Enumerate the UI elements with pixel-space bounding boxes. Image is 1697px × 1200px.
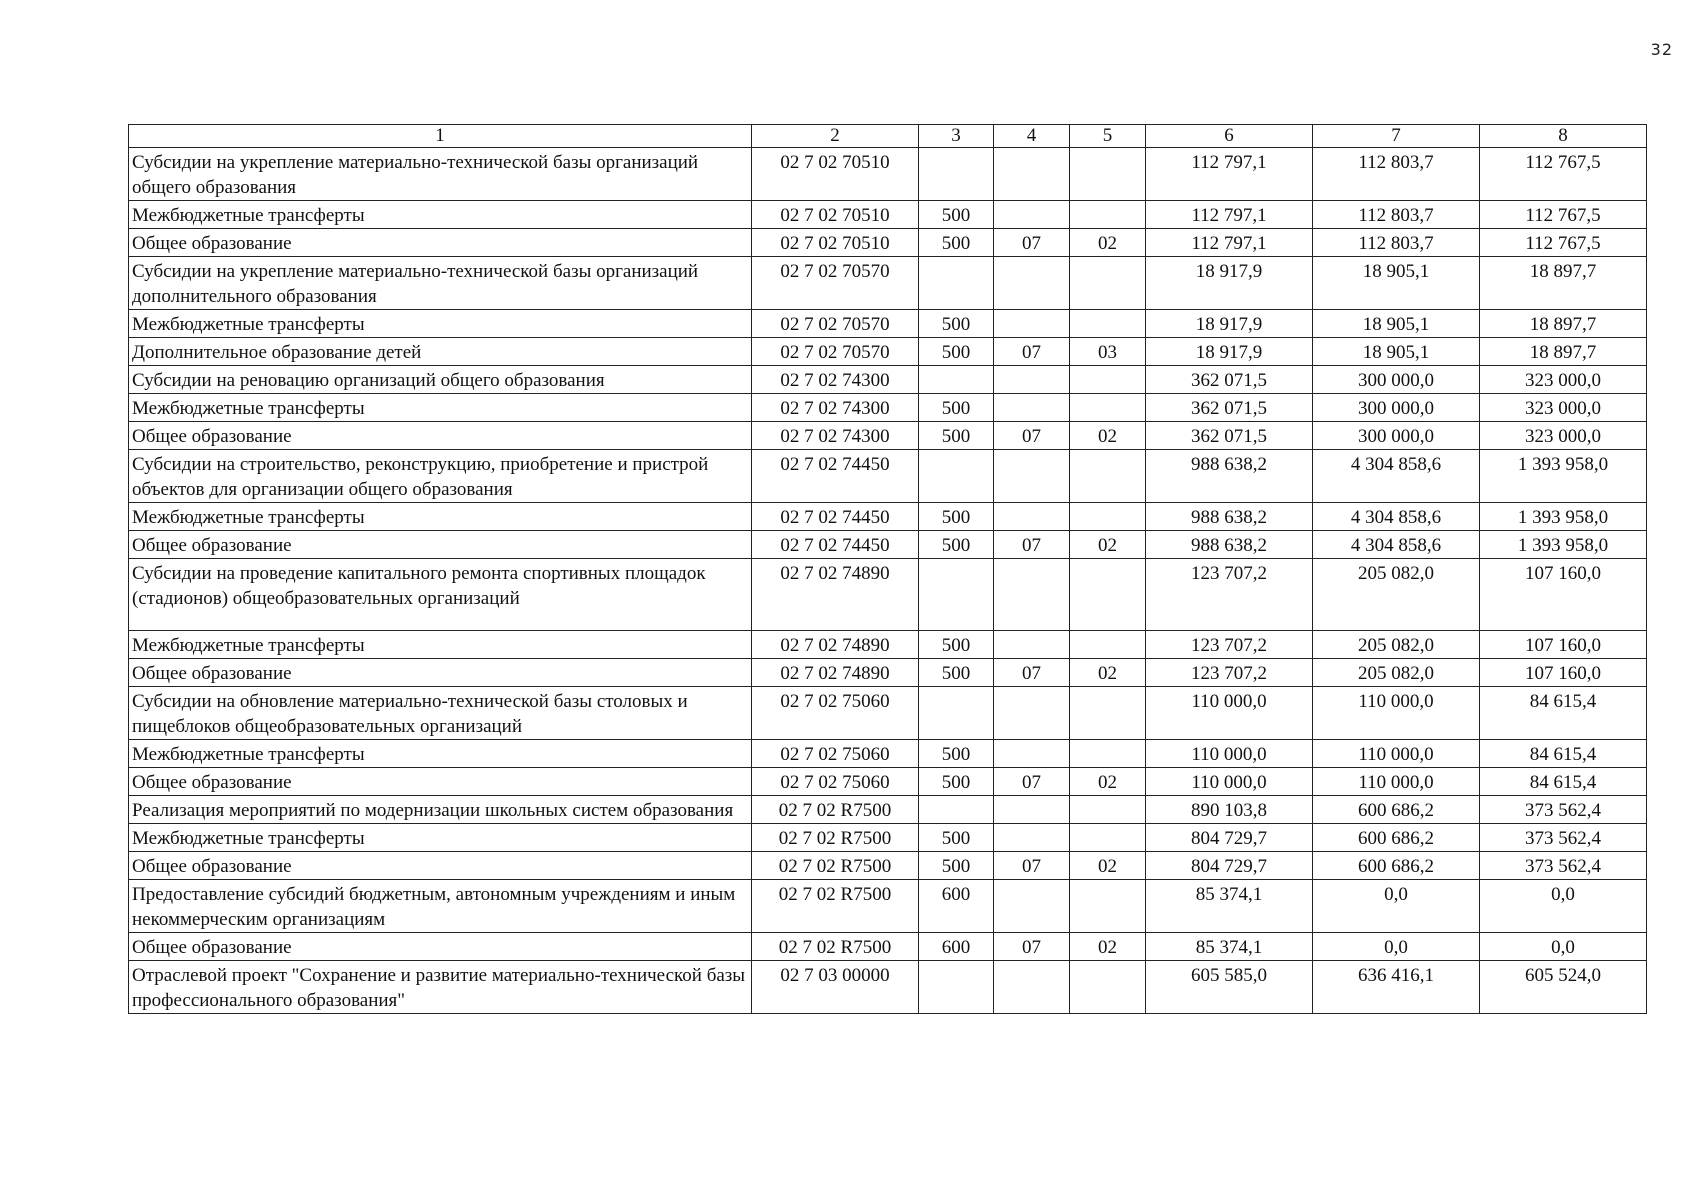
cell-name: Межбюджетные трансферты [129, 310, 752, 338]
cell-expense-type: 500 [919, 824, 994, 852]
cell-amount-year-1: 988 638,2 [1146, 531, 1313, 559]
budget-table [128, 124, 1647, 1014]
cell-expense-type: 500 [919, 531, 994, 559]
table-row [129, 503, 1647, 531]
cell-amount-year-3: 112 767,5 [1480, 148, 1647, 201]
cell-amount-year-2: 110 000,0 [1313, 740, 1480, 768]
table-body [129, 148, 1647, 1014]
cell-subsection [1070, 824, 1146, 852]
cell-amount-year-1: 362 071,5 [1146, 394, 1313, 422]
cell-amount-year-3: 1 393 958,0 [1480, 450, 1647, 503]
cell-name: Субсидии на укрепление материально-технической базы организаций общего образования [129, 148, 752, 201]
cell-subsection: 02 [1070, 852, 1146, 880]
cell-target-code: 02 7 02 R7500 [752, 852, 919, 880]
cell-amount-year-1: 123 707,2 [1146, 631, 1313, 659]
cell-amount-year-2: 205 082,0 [1313, 631, 1480, 659]
cell-name: Общее образование [129, 229, 752, 257]
cell-target-code: 02 7 02 70510 [752, 229, 919, 257]
cell-expense-type: 500 [919, 338, 994, 366]
cell-section [994, 201, 1070, 229]
cell-target-code: 02 7 02 70570 [752, 257, 919, 310]
cell-expense-type [919, 687, 994, 740]
cell-subsection [1070, 961, 1146, 1014]
header-col-2: 2 [752, 125, 919, 148]
cell-target-code: 02 7 02 74300 [752, 394, 919, 422]
cell-subsection: 02 [1070, 659, 1146, 687]
cell-expense-type [919, 450, 994, 503]
cell-name: Межбюджетные трансферты [129, 824, 752, 852]
cell-expense-type: 500 [919, 229, 994, 257]
cell-target-code: 02 7 02 74890 [752, 559, 919, 631]
cell-amount-year-1: 18 917,9 [1146, 310, 1313, 338]
cell-subsection [1070, 366, 1146, 394]
table-row [129, 559, 1647, 631]
cell-amount-year-2: 112 803,7 [1313, 201, 1480, 229]
cell-target-code: 02 7 02 70510 [752, 148, 919, 201]
table-row [129, 961, 1647, 1014]
header-col-8: 8 [1480, 125, 1647, 148]
cell-target-code: 02 7 02 75060 [752, 768, 919, 796]
cell-expense-type: 500 [919, 503, 994, 531]
cell-subsection: 02 [1070, 933, 1146, 961]
cell-name: Межбюджетные трансферты [129, 740, 752, 768]
cell-section: 07 [994, 852, 1070, 880]
cell-amount-year-2: 600 686,2 [1313, 852, 1480, 880]
cell-name: Общее образование [129, 422, 752, 450]
cell-target-code: 02 7 02 R7500 [752, 796, 919, 824]
cell-section [994, 310, 1070, 338]
cell-expense-type [919, 559, 994, 631]
cell-amount-year-1: 110 000,0 [1146, 740, 1313, 768]
cell-subsection [1070, 631, 1146, 659]
cell-section: 07 [994, 422, 1070, 450]
cell-amount-year-1: 85 374,1 [1146, 880, 1313, 933]
cell-name: Межбюджетные трансферты [129, 503, 752, 531]
cell-section [994, 450, 1070, 503]
cell-expense-type [919, 148, 994, 201]
cell-section [994, 257, 1070, 310]
cell-amount-year-1: 890 103,8 [1146, 796, 1313, 824]
header-col-4: 4 [994, 125, 1070, 148]
cell-section [994, 366, 1070, 394]
cell-amount-year-1: 112 797,1 [1146, 201, 1313, 229]
cell-amount-year-3: 373 562,4 [1480, 852, 1647, 880]
cell-amount-year-2: 112 803,7 [1313, 229, 1480, 257]
table-row [129, 631, 1647, 659]
cell-expense-type: 500 [919, 659, 994, 687]
cell-section [994, 559, 1070, 631]
cell-subsection: 02 [1070, 768, 1146, 796]
cell-name: Субсидии на проведение капитального ремонта спортивных площадок (стадионов) общеобразовательных организаций [129, 559, 752, 631]
cell-amount-year-2: 18 905,1 [1313, 257, 1480, 310]
cell-amount-year-3: 323 000,0 [1480, 422, 1647, 450]
cell-amount-year-3: 323 000,0 [1480, 394, 1647, 422]
table-row [129, 229, 1647, 257]
cell-amount-year-3: 373 562,4 [1480, 796, 1647, 824]
cell-target-code: 02 7 02 75060 [752, 740, 919, 768]
cell-name: Межбюджетные трансферты [129, 394, 752, 422]
cell-subsection [1070, 687, 1146, 740]
cell-section [994, 394, 1070, 422]
table-row [129, 740, 1647, 768]
cell-expense-type [919, 366, 994, 394]
cell-name: Предоставление субсидий бюджетным, автономным учреждениям и иным некоммерческим организациям [129, 880, 752, 933]
cell-amount-year-2: 0,0 [1313, 933, 1480, 961]
cell-amount-year-2: 112 803,7 [1313, 148, 1480, 201]
cell-subsection [1070, 880, 1146, 933]
cell-name: Субсидии на обновление материально-технической базы столовых и пищеблоков общеобразовательных организаций [129, 687, 752, 740]
cell-section: 07 [994, 768, 1070, 796]
cell-target-code: 02 7 02 R7500 [752, 933, 919, 961]
cell-expense-type [919, 961, 994, 1014]
cell-target-code: 02 7 02 74300 [752, 422, 919, 450]
table-row [129, 852, 1647, 880]
cell-name: Общее образование [129, 531, 752, 559]
cell-section [994, 824, 1070, 852]
cell-subsection [1070, 394, 1146, 422]
table-row [129, 148, 1647, 201]
cell-expense-type: 500 [919, 201, 994, 229]
cell-amount-year-3: 0,0 [1480, 880, 1647, 933]
cell-amount-year-3: 1 393 958,0 [1480, 531, 1647, 559]
cell-name: Отраслевой проект "Сохранение и развитие материально-технической базы профессионального образования" [129, 961, 752, 1014]
cell-subsection [1070, 201, 1146, 229]
cell-target-code: 02 7 02 70570 [752, 338, 919, 366]
cell-expense-type: 500 [919, 422, 994, 450]
cell-amount-year-1: 988 638,2 [1146, 503, 1313, 531]
cell-amount-year-3: 112 767,5 [1480, 229, 1647, 257]
cell-expense-type: 500 [919, 310, 994, 338]
cell-subsection: 02 [1070, 531, 1146, 559]
cell-subsection [1070, 740, 1146, 768]
cell-section: 07 [994, 933, 1070, 961]
cell-expense-type [919, 796, 994, 824]
cell-amount-year-3: 1 393 958,0 [1480, 503, 1647, 531]
cell-section: 07 [994, 338, 1070, 366]
cell-amount-year-3: 112 767,5 [1480, 201, 1647, 229]
cell-subsection [1070, 310, 1146, 338]
cell-amount-year-2: 600 686,2 [1313, 796, 1480, 824]
cell-amount-year-2: 205 082,0 [1313, 659, 1480, 687]
cell-amount-year-3: 18 897,7 [1480, 338, 1647, 366]
cell-expense-type: 500 [919, 852, 994, 880]
table-row [129, 531, 1647, 559]
cell-amount-year-1: 123 707,2 [1146, 559, 1313, 631]
cell-amount-year-1: 85 374,1 [1146, 933, 1313, 961]
cell-section [994, 880, 1070, 933]
cell-amount-year-2: 4 304 858,6 [1313, 450, 1480, 503]
cell-amount-year-3: 18 897,7 [1480, 257, 1647, 310]
table-row [129, 257, 1647, 310]
cell-target-code: 02 7 02 74450 [752, 450, 919, 503]
cell-expense-type: 500 [919, 394, 994, 422]
cell-subsection: 03 [1070, 338, 1146, 366]
cell-amount-year-1: 112 797,1 [1146, 229, 1313, 257]
cell-section [994, 740, 1070, 768]
cell-amount-year-3: 373 562,4 [1480, 824, 1647, 852]
cell-subsection [1070, 148, 1146, 201]
cell-name: Межбюджетные трансферты [129, 631, 752, 659]
cell-amount-year-1: 18 917,9 [1146, 338, 1313, 366]
cell-amount-year-2: 636 416,1 [1313, 961, 1480, 1014]
cell-amount-year-3: 84 615,4 [1480, 768, 1647, 796]
cell-amount-year-3: 84 615,4 [1480, 740, 1647, 768]
cell-amount-year-1: 110 000,0 [1146, 768, 1313, 796]
cell-target-code: 02 7 02 70570 [752, 310, 919, 338]
header-col-5: 5 [1070, 125, 1146, 148]
cell-section [994, 796, 1070, 824]
cell-name: Субсидии на реновацию организаций общего образования [129, 366, 752, 394]
cell-amount-year-1: 18 917,9 [1146, 257, 1313, 310]
cell-amount-year-2: 110 000,0 [1313, 768, 1480, 796]
cell-section [994, 503, 1070, 531]
cell-amount-year-2: 300 000,0 [1313, 394, 1480, 422]
cell-amount-year-3: 323 000,0 [1480, 366, 1647, 394]
cell-name: Дополнительное образование детей [129, 338, 752, 366]
cell-section [994, 631, 1070, 659]
cell-section [994, 148, 1070, 201]
cell-subsection [1070, 257, 1146, 310]
table-row [129, 422, 1647, 450]
table-row [129, 824, 1647, 852]
cell-amount-year-1: 804 729,7 [1146, 824, 1313, 852]
cell-target-code: 02 7 02 74890 [752, 659, 919, 687]
table-row [129, 687, 1647, 740]
cell-amount-year-3: 107 160,0 [1480, 631, 1647, 659]
header-col-3: 3 [919, 125, 994, 148]
cell-amount-year-2: 4 304 858,6 [1313, 531, 1480, 559]
cell-target-code: 02 7 02 74300 [752, 366, 919, 394]
table-row [129, 933, 1647, 961]
table-row [129, 796, 1647, 824]
cell-target-code: 02 7 02 74450 [752, 503, 919, 531]
cell-amount-year-1: 110 000,0 [1146, 687, 1313, 740]
header-col-6: 6 [1146, 125, 1313, 148]
cell-amount-year-1: 988 638,2 [1146, 450, 1313, 503]
cell-name: Реализация мероприятий по модернизации школьных систем образования [129, 796, 752, 824]
cell-amount-year-2: 110 000,0 [1313, 687, 1480, 740]
cell-expense-type: 500 [919, 631, 994, 659]
cell-amount-year-3: 107 160,0 [1480, 559, 1647, 631]
table-row [129, 366, 1647, 394]
cell-target-code: 02 7 02 R7500 [752, 824, 919, 852]
cell-expense-type: 600 [919, 933, 994, 961]
table-row [129, 768, 1647, 796]
table-row [129, 450, 1647, 503]
table-row [129, 201, 1647, 229]
cell-amount-year-3: 18 897,7 [1480, 310, 1647, 338]
table-row [129, 394, 1647, 422]
cell-subsection: 02 [1070, 229, 1146, 257]
cell-amount-year-1: 112 797,1 [1146, 148, 1313, 201]
cell-target-code: 02 7 02 74890 [752, 631, 919, 659]
table-row [129, 338, 1647, 366]
page-number: 32 [1650, 40, 1673, 59]
cell-amount-year-1: 605 585,0 [1146, 961, 1313, 1014]
table-row [129, 659, 1647, 687]
cell-amount-year-1: 362 071,5 [1146, 366, 1313, 394]
cell-subsection [1070, 503, 1146, 531]
cell-name: Субсидии на строительство, реконструкцию, приобретение и пристрой объектов для организации общего образования [129, 450, 752, 503]
cell-target-code: 02 7 02 70510 [752, 201, 919, 229]
cell-amount-year-2: 300 000,0 [1313, 366, 1480, 394]
cell-section [994, 687, 1070, 740]
table-row [129, 880, 1647, 933]
header-col-7: 7 [1313, 125, 1480, 148]
cell-subsection [1070, 796, 1146, 824]
cell-amount-year-3: 84 615,4 [1480, 687, 1647, 740]
cell-target-code: 02 7 03 00000 [752, 961, 919, 1014]
cell-amount-year-1: 123 707,2 [1146, 659, 1313, 687]
cell-name: Субсидии на укрепление материально-технической базы организаций дополнительного образования [129, 257, 752, 310]
cell-amount-year-2: 300 000,0 [1313, 422, 1480, 450]
cell-amount-year-2: 600 686,2 [1313, 824, 1480, 852]
cell-expense-type [919, 257, 994, 310]
cell-subsection [1070, 450, 1146, 503]
cell-section: 07 [994, 229, 1070, 257]
cell-name: Общее образование [129, 933, 752, 961]
cell-amount-year-2: 4 304 858,6 [1313, 503, 1480, 531]
cell-expense-type: 500 [919, 768, 994, 796]
cell-name: Межбюджетные трансферты [129, 201, 752, 229]
cell-section: 07 [994, 659, 1070, 687]
cell-expense-type: 600 [919, 880, 994, 933]
cell-amount-year-3: 605 524,0 [1480, 961, 1647, 1014]
table-row [129, 310, 1647, 338]
cell-target-code: 02 7 02 R7500 [752, 880, 919, 933]
cell-amount-year-3: 0,0 [1480, 933, 1647, 961]
cell-amount-year-2: 18 905,1 [1313, 338, 1480, 366]
cell-subsection [1070, 559, 1146, 631]
cell-amount-year-2: 0,0 [1313, 880, 1480, 933]
cell-subsection: 02 [1070, 422, 1146, 450]
cell-amount-year-1: 362 071,5 [1146, 422, 1313, 450]
header-row [129, 125, 1647, 148]
cell-amount-year-1: 804 729,7 [1146, 852, 1313, 880]
cell-amount-year-2: 205 082,0 [1313, 559, 1480, 631]
cell-target-code: 02 7 02 74450 [752, 531, 919, 559]
cell-section [994, 961, 1070, 1014]
header-col-1: 1 [129, 125, 752, 148]
cell-target-code: 02 7 02 75060 [752, 687, 919, 740]
cell-amount-year-3: 107 160,0 [1480, 659, 1647, 687]
cell-name: Общее образование [129, 768, 752, 796]
cell-name: Общее образование [129, 852, 752, 880]
cell-amount-year-2: 18 905,1 [1313, 310, 1480, 338]
cell-section: 07 [994, 531, 1070, 559]
cell-name: Общее образование [129, 659, 752, 687]
cell-expense-type: 500 [919, 740, 994, 768]
